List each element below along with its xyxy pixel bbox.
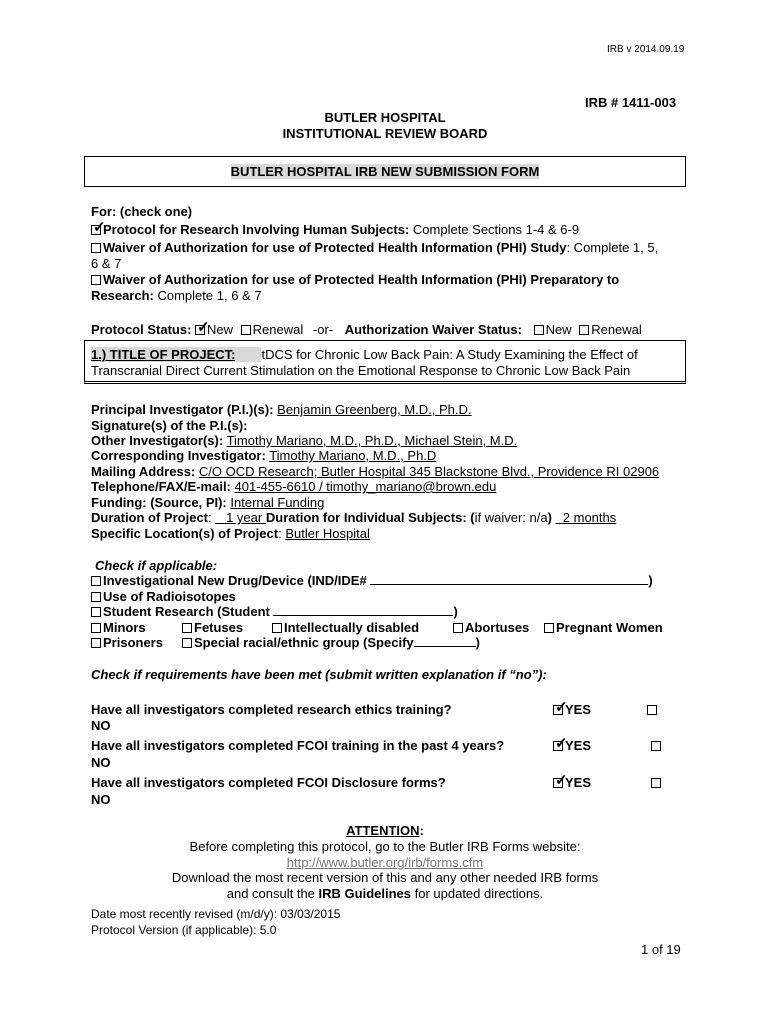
option-waiver-study-label: Waiver of Authorization for use of Protected Health Information (PHI) Study	[103, 240, 567, 255]
attention-line1: Before completing this protocol, go to the Butler IRB Forms website:	[189, 839, 581, 854]
attention-line4: and consult the IRB Guidelines for updated directions.	[226, 886, 544, 901]
project-title-value: tDCS for Chronic Low Back Pain: A Study Examining the Effect of	[261, 347, 638, 362]
checkbox-icon[interactable]	[91, 607, 101, 617]
location-value[interactable]: Butler Hospital	[285, 526, 370, 541]
checkbox-checked-icon[interactable]	[195, 325, 205, 335]
checkbox-icon[interactable]	[272, 623, 282, 633]
attention-line3: Download the most recent version of this and any other needed IRB forms	[171, 870, 599, 885]
checkbox-icon[interactable]	[91, 275, 101, 285]
checkbox-icon[interactable]	[91, 623, 101, 633]
checkbox-icon[interactable]	[534, 325, 544, 335]
req-no-checkbox-2[interactable]	[651, 738, 663, 753]
req-yes-2[interactable]: ✓ YES	[553, 738, 591, 753]
req-no-3: NO	[91, 792, 111, 807]
corresponding-row: Corresponding Investigator: Timothy Mariano, M.D., Ph.D	[91, 448, 437, 463]
checkbox-icon[interactable]	[91, 576, 101, 586]
pregnant-women-option[interactable]: Pregnant Women	[544, 620, 663, 635]
req-no-2: NO	[91, 755, 111, 770]
checkbox-checked-icon[interactable]	[553, 741, 563, 751]
option-waiver-prep[interactable]	[91, 272, 619, 287]
form-title-box	[84, 156, 686, 187]
checkbox-icon[interactable]	[91, 243, 101, 253]
pi-value[interactable]: Benjamin Greenberg, M.D., Ph.D.	[277, 402, 472, 417]
irb-forms-link[interactable]: http://www.butler.org/irb/forms.cfm	[286, 855, 484, 870]
signature-label: Signature(s) of the P.I.(s):	[91, 418, 248, 433]
option-protocol-label: Protocol for Research Involving Human Subjects:	[103, 222, 410, 237]
student-row[interactable]: Student Research (Student )	[91, 604, 458, 619]
intellectually-disabled-option[interactable]: Intellectually disabled	[272, 620, 419, 635]
other-investigators-row: Other Investigator(s): Timothy Mariano, M.D., Ph.D., Michael Stein, M.D.	[91, 433, 518, 448]
form-title: BUTLER HOSPITAL IRB NEW SUBMISSION FORM	[230, 164, 540, 179]
checkbox-icon[interactable]	[579, 325, 589, 335]
abortuses-option[interactable]: Abortuses	[453, 620, 529, 635]
location-row: Specific Location(s) of Project: Butler Hospital	[91, 526, 370, 541]
option-waiver-study-detail: : Complete 1, 5,	[566, 240, 659, 255]
requirements-heading: Check if requirements have been met (submit written explanation if “no”):	[91, 667, 547, 682]
revised-date: Date most recently revised (m/d/y): 03/03/2015	[91, 907, 341, 921]
project-title-line2: Transcranial Direct Current Stimulation on the Emotional Response to Chronic Low Back Pain	[91, 363, 631, 378]
req-no-checkbox-3[interactable]	[651, 775, 663, 790]
radioisotopes-row[interactable]: Use of Radioisotopes	[91, 589, 236, 604]
page-number: 1 of 19	[641, 942, 681, 957]
req-question-1: Have all investigators completed research ethics training?	[91, 702, 452, 717]
waiver-status-label: Authorization Waiver Status:	[344, 322, 522, 337]
checkbox-checked-icon[interactable]	[91, 225, 101, 235]
waiver-renewal: Renewal	[591, 322, 642, 337]
req-yes-3[interactable]: ✓ YES	[553, 775, 591, 790]
checkbox-checked-icon[interactable]	[553, 778, 563, 788]
corresponding-value[interactable]: Timothy Mariano, M.D., Ph.D	[269, 448, 437, 463]
mailing-value[interactable]: C/O OCD Research; Butler Hospital 345 Blackstone Blvd., Providence RI 02906	[198, 464, 660, 479]
status-renewal: Renewal	[252, 322, 304, 337]
applicable-heading: Check if applicable:	[95, 558, 218, 573]
protocol-version: Protocol Version (if applicable): 5.0	[91, 923, 277, 937]
status-line	[91, 322, 642, 337]
option-protocol-detail: Complete Sections 1-4 & 6-9	[409, 222, 580, 237]
form-version: IRB v 2014.09.19	[607, 44, 685, 55]
other-investigators-value[interactable]: Timothy Mariano, M.D., Ph.D., Michael Stein, M.D.	[226, 433, 518, 448]
req-no-1: NO	[91, 718, 111, 733]
checkbox-icon[interactable]	[651, 778, 661, 788]
project-title-label: 1.) TITLE OF PROJECT:	[91, 347, 236, 362]
duration-individual-value[interactable]: 2 months	[562, 510, 617, 525]
attention-url-row	[0, 855, 770, 870]
fetuses-option[interactable]: Fetuses	[182, 620, 243, 635]
req-question-3: Have all investigators completed FCOI Disclosure forms?	[91, 775, 446, 790]
option-waiver-prep-cont: Research: Complete 1, 6 & 7	[91, 288, 262, 303]
for-label: For: (check one)	[91, 204, 193, 219]
attention-heading: ATTENTION:	[346, 823, 424, 838]
checkbox-icon[interactable]	[182, 638, 192, 648]
prisoners-option[interactable]: Prisoners	[91, 635, 163, 650]
checkbox-icon[interactable]	[91, 638, 101, 648]
mailing-row: Mailing Address: C/O OCD Research; Butler Hospital 345 Blackstone Blvd., Providence RI 02906	[91, 464, 660, 479]
duration-value[interactable]: 1 year	[226, 510, 263, 525]
waiver-new: New	[545, 322, 572, 337]
org-name: BUTLER HOSPITAL	[324, 110, 446, 125]
checkbox-icon[interactable]	[651, 741, 661, 751]
pi-row: Principal Investigator (P.I.)(s): Benjamin Greenberg, M.D., Ph.D.	[91, 402, 472, 417]
telephone-row: Telephone/FAX/E-mail: 401-455-6610 / timothy_mariano@brown.edu	[91, 479, 673, 494]
status-new: New	[207, 322, 234, 337]
req-question-2: Have all investigators completed FCOI training in the past 4 years?	[91, 738, 505, 753]
checkbox-icon[interactable]	[182, 623, 192, 633]
status-or: -or-	[312, 322, 334, 337]
req-yes-1[interactable]: ✓ YES	[553, 702, 591, 717]
minors-option[interactable]: Minors	[91, 620, 146, 635]
req-no-checkbox-1[interactable]	[647, 702, 659, 717]
telephone-value[interactable]: 401-455-6610 / timothy_mariano@brown.edu	[234, 479, 497, 494]
duration-row: Duration of Project: 1 year Duration for Individual Subjects: (if waiver: n/a) 2 months	[91, 510, 617, 525]
checkbox-icon[interactable]	[91, 592, 101, 602]
option-waiver-study-cont: 6 & 7	[91, 256, 122, 271]
irb-number: IRB # 1411-003	[585, 95, 677, 110]
funding-value[interactable]: Internal Funding	[230, 495, 325, 510]
ind-row[interactable]: Investigational New Drug/Device (IND/IDE# )	[91, 573, 653, 588]
funding-row: Funding: (Source, PI): Internal Funding	[91, 495, 325, 510]
option-waiver-prep-label: Waiver of Authorization for use of Protected Health Information (PHI) Preparatory to	[103, 272, 620, 287]
checkbox-icon[interactable]	[647, 705, 657, 715]
checkbox-icon[interactable]	[544, 623, 554, 633]
checkbox-checked-icon[interactable]	[553, 705, 563, 715]
checkbox-icon[interactable]	[453, 623, 463, 633]
protocol-status-label: Protocol Status:	[91, 322, 192, 337]
checkbox-icon[interactable]	[241, 325, 251, 335]
special-group-option[interactable]: Special racial/ethnic group (Specify )	[182, 635, 480, 650]
project-title-line1	[91, 347, 638, 362]
org-board: INSTITUTIONAL REVIEW BOARD	[282, 126, 488, 141]
option-protocol[interactable]	[91, 222, 579, 237]
option-waiver-study[interactable]	[91, 240, 658, 255]
